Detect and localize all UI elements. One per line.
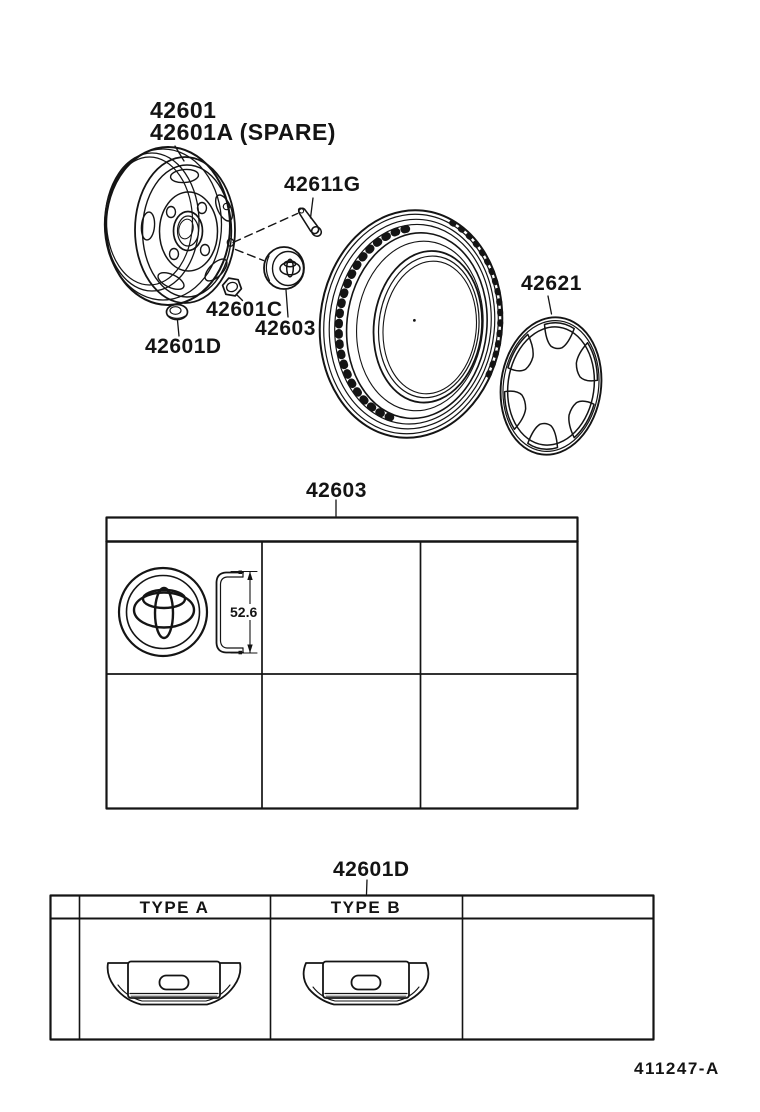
balance-weight-type-a-drawing: [108, 962, 241, 1005]
part-label-center-cap: 42603: [255, 317, 316, 340]
part-label-balance-weight: 42601D: [145, 335, 222, 358]
tread-ticks-left: [330, 222, 411, 417]
wheel-cover-drawing: [492, 311, 610, 462]
steel-wheel-drawing: [105, 147, 236, 305]
tire-drawing: [309, 201, 514, 447]
weight-table-header-type-b: TYPE B: [330, 898, 402, 917]
drawing-reference-number: 411247-A: [634, 1059, 720, 1078]
balance-weight-small-drawing: [167, 305, 188, 320]
part-label-valve: 42611G: [284, 173, 361, 196]
cap-table-title: 42603: [306, 479, 367, 502]
cap-spec-table-grid: [107, 518, 578, 809]
assembly-pointer-dashed-lines: [233, 214, 298, 261]
hub-nut-drawing: [223, 278, 242, 296]
center-cap-drawing: [264, 247, 304, 289]
part-label-wheel: 42601: [150, 97, 217, 123]
weight-table-header-type-a: TYPE A: [139, 898, 210, 917]
weight-table-title: 42601D: [333, 858, 410, 881]
valve-drawing: [297, 207, 323, 238]
balance-weight-type-b-drawing: [304, 962, 429, 1005]
cap-diameter-dimension: 52.6: [230, 604, 258, 620]
part-label-wheel-spare: 42601A (SPARE): [150, 119, 336, 145]
part-label-hub-nut: 42601C: [206, 298, 283, 321]
toyota-emblem-drawing: [119, 568, 207, 656]
part-label-wheel-cover: 42621: [521, 272, 582, 295]
